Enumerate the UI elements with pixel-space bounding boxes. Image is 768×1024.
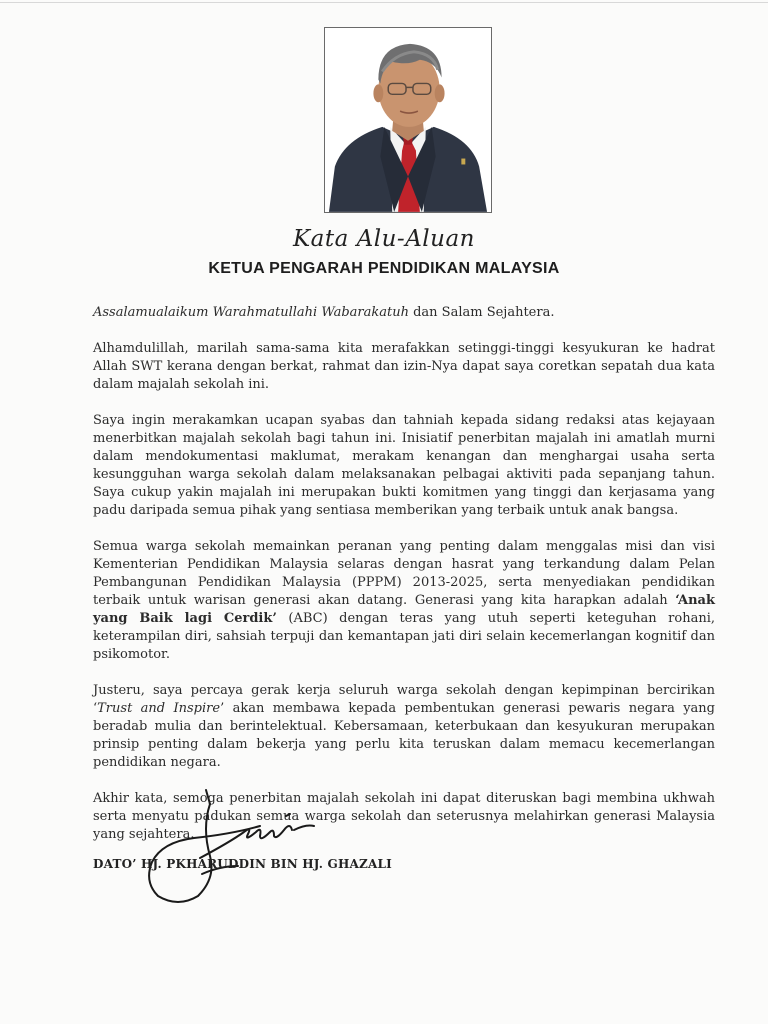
- paragraph-text: Semua warga sekolah memainkan peranan yang penting dalam menggalas misi dan visi Kementerian Pendidikan Malaysia selaras dengan hasrat yang terkandung dalam Pelan Pembangunan Pendidikan Malaysia (PPPM) 2013-2025, serta menyediakan pendidikan terbaik untuk warisan generasi akan datang. Generasi yang kita harapkan adalah: [93, 539, 715, 608]
- letter-body: [93, 304, 715, 862]
- paragraph: Alhamdulillah, marilah sama-sama kita merafakkan setinggi-tinggi kesyukuran ke hadrat Allah SWT kerana dengan berkat, rahmat dan izin-Nya dapat saya coretkan sepatah dua kata dalam majalah sekolah ini.: [93, 341, 715, 392]
- paragraph-text: (ABC) dengan teras yang utuh seperti keteguhan rohani, keterampilan diri, sahsiah terpuji dan kemantapan jati diri selain kecemerlangan kognitif dan psikomotor.: [93, 611, 715, 662]
- abc-highlight: ‘Anak yang Baik lagi Cerdik’: [93, 593, 715, 626]
- paragraph: Saya ingin merakamkan ucapan syabas dan tahniah kepada sidang redaksi atas kejayaan menerbitkan majalah sekolah bagi tahun ini. Inisiatif penerbitan majalah ini amatlah murni dalam mendokumentasi maklumat, merakam kenangan dan menghargai usaha serta kesungguhan warga sekolah dalam melaksanakan pelbagai aktiviti pada sepanjang tahun. Saya cukup yakin majalah ini merupakan bukti komitmen yang tinggi dan kerjasama yang padu daripada semua pihak yang sentiasa memberikan yang terbaik untuk anak bangsa.: [93, 413, 715, 518]
- trust-inspire-italic: Trust and Inspire: [97, 701, 221, 716]
- handwritten-signature: [140, 786, 340, 916]
- portrait-photo: [324, 27, 492, 213]
- salutation: [93, 304, 715, 322]
- salutation-rest: dan Salam Sejahtera.: [408, 305, 555, 320]
- greeting-script-heading: Kata Alu-Aluan: [292, 226, 475, 252]
- salutation-italic: Assalamualaikum Warahmatullahi Wabarakatuh: [93, 305, 409, 320]
- paragraph-text: Justeru, saya percaya gerak kerja seluruh warga sekolah dengan kepimpinan bercirikan ‘: [93, 683, 715, 716]
- signatory-name: DATO’ HJ. PKHARUDDIN BIN HJ. GHAZALI: [93, 857, 392, 871]
- paragraph: [93, 682, 715, 772]
- top-border-line: [0, 2, 768, 3]
- closing-paragraph: Akhir kata, semoga penerbitan majalah sekolah ini dapat diteruskan bagi membina ukhwah serta menyatu padukan semua warga sekolah dan seterusnya melahirkan generasi Malaysia yang sejahtera.: [93, 791, 715, 842]
- paragraph-text: ’ akan membawa kepada pembentukan generasi pewaris negara yang beradab mulia dan berintelektual. Kebersamaan, keterbukaan dan kesyukuran merupakan prinsip penting dalam bekerja yang perlu kita teruskan dalam memacu kecemerlangan pendidikan negara.: [93, 701, 715, 770]
- position-title: KETUA PENGARAH PENDIDIKAN MALAYSIA: [208, 260, 560, 277]
- paragraph: [93, 538, 715, 664]
